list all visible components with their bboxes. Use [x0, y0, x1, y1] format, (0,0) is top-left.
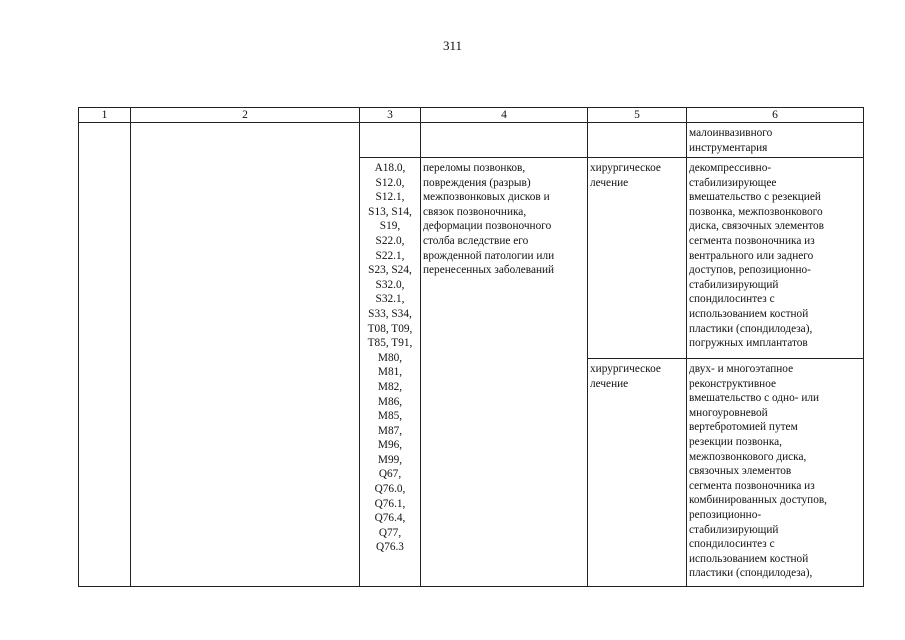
text-line: стабилизирующий [689, 278, 779, 291]
text-line: многоуровневой [689, 406, 768, 419]
cell-col2 [131, 123, 360, 587]
cell-treatment-type-2 [588, 359, 687, 587]
text-line: S13, S14, [368, 205, 412, 218]
text-line: хирургическое [590, 363, 661, 375]
text-line: диска, связочных элементов [689, 220, 824, 233]
text-line: M82, [377, 380, 403, 393]
text-line: столба вследствие его [423, 234, 529, 247]
text-line: T08, T09, [367, 322, 413, 335]
text-line: стабилизирующий [689, 523, 779, 536]
text-line: перенесенных заболеваний [423, 264, 555, 277]
text-line: вмешательство с одно- или [689, 392, 820, 405]
cell-diagnosis [421, 158, 588, 587]
text-line: межпозвонковых дисков и [423, 191, 550, 204]
text-line: Q67, [378, 468, 402, 481]
text-line: S19, [379, 220, 401, 233]
text-line: погружных имплантатов [689, 337, 808, 350]
text-line: пластики (спондилодеза), [689, 567, 813, 580]
cell-col3-empty [360, 123, 421, 158]
text-line: S32.1, [375, 293, 405, 306]
cell-treatment-method [687, 158, 864, 359]
text-line: репозиционно- [689, 508, 762, 521]
cell-treatment-method-2 [687, 359, 864, 587]
text-line: позвонка, межпозвонкового [689, 205, 823, 218]
text-line: использованием костной [689, 307, 809, 320]
text-line: вмешательство с резекцией [689, 191, 821, 204]
text-line: лечение [590, 377, 629, 390]
header-cell-1: 1 [79, 108, 131, 123]
text-line: M99, [377, 453, 403, 466]
text-line: комбинированных доступов, [689, 494, 828, 507]
text-line: хирургическое [590, 162, 661, 174]
header-cell-6: 6 [687, 108, 864, 123]
text-line: S22.0, [375, 234, 405, 247]
text-line: декомпрессивно- [689, 162, 772, 174]
text-line: инструментария [689, 141, 768, 154]
text-line: спондилосинтез с [689, 538, 775, 551]
text-line: деформации позвоночного [423, 220, 552, 233]
text-line: связок позвоночника, [423, 205, 527, 218]
text-line: вентрального или заднего [689, 249, 814, 262]
cell-method-continuation [687, 123, 864, 158]
text-line: переломы позвонков, [423, 162, 526, 174]
cell-col1 [79, 123, 131, 587]
text-line: S33, S34, [368, 307, 412, 320]
cell-treatment-type [588, 158, 687, 359]
text-line: сегмента позвоночника из [689, 479, 815, 492]
header-cell-2: 2 [131, 108, 360, 123]
text-line: сегмента позвоночника из [689, 234, 815, 247]
header-cell-4: 4 [421, 108, 588, 123]
text-line: двух- и многоэтапное [689, 363, 794, 375]
text-line: M85, [377, 410, 403, 423]
text-line: T85, T91, [367, 337, 413, 350]
text-line: связочных элементов [689, 465, 792, 478]
text-line: использованием костной [689, 552, 809, 565]
cell-col4-empty [421, 123, 588, 158]
text-line: M80, [377, 351, 403, 364]
text-line: M86, [377, 395, 403, 408]
cell-col5-empty [588, 123, 687, 158]
text-line: M81, [377, 366, 403, 379]
text-line: повреждения (разрыв) [423, 176, 531, 189]
text-line: M96, [377, 439, 403, 452]
header-cell-5: 5 [588, 108, 687, 123]
text-line: врожденной патологии или [423, 249, 555, 262]
medical-care-table [78, 107, 864, 587]
text-line: вертебротомией путем [689, 421, 798, 434]
text-line: резекции позвонка, [689, 435, 782, 448]
text-line: доступов, репозиционно- [689, 264, 811, 277]
text-line: малоинвазивного [689, 127, 773, 139]
text-line: Q76.4, [374, 512, 406, 525]
text-line: межпозвонкового диска, [689, 450, 807, 463]
text-line: S12.0, [375, 176, 405, 189]
text-line: M87, [377, 424, 403, 437]
text-line: реконструктивное [689, 377, 777, 390]
table-row-continuation [79, 123, 864, 158]
text-line: Q77, [378, 526, 402, 539]
cell-icd-codes [360, 158, 421, 587]
text-line: пластики (спондилодеза), [689, 322, 813, 335]
text-line: Q76.1, [374, 497, 406, 510]
text-line: стабилизирующее [689, 176, 777, 189]
text-line: Q76.0, [374, 483, 406, 496]
text-line: S12.1, [375, 191, 405, 204]
text-line: S23, S24, [368, 264, 412, 277]
text-line: S22.1, [375, 249, 405, 262]
text-line: A18.0, [374, 162, 406, 174]
text-line: лечение [590, 176, 629, 189]
page-number: 311 [442, 38, 463, 53]
header-cell-3: 3 [360, 108, 421, 123]
text-line: спондилосинтез с [689, 293, 775, 306]
text-line: Q76.3 [376, 541, 404, 554]
text-line: S32.0, [375, 278, 405, 291]
table-header-row [79, 108, 864, 123]
